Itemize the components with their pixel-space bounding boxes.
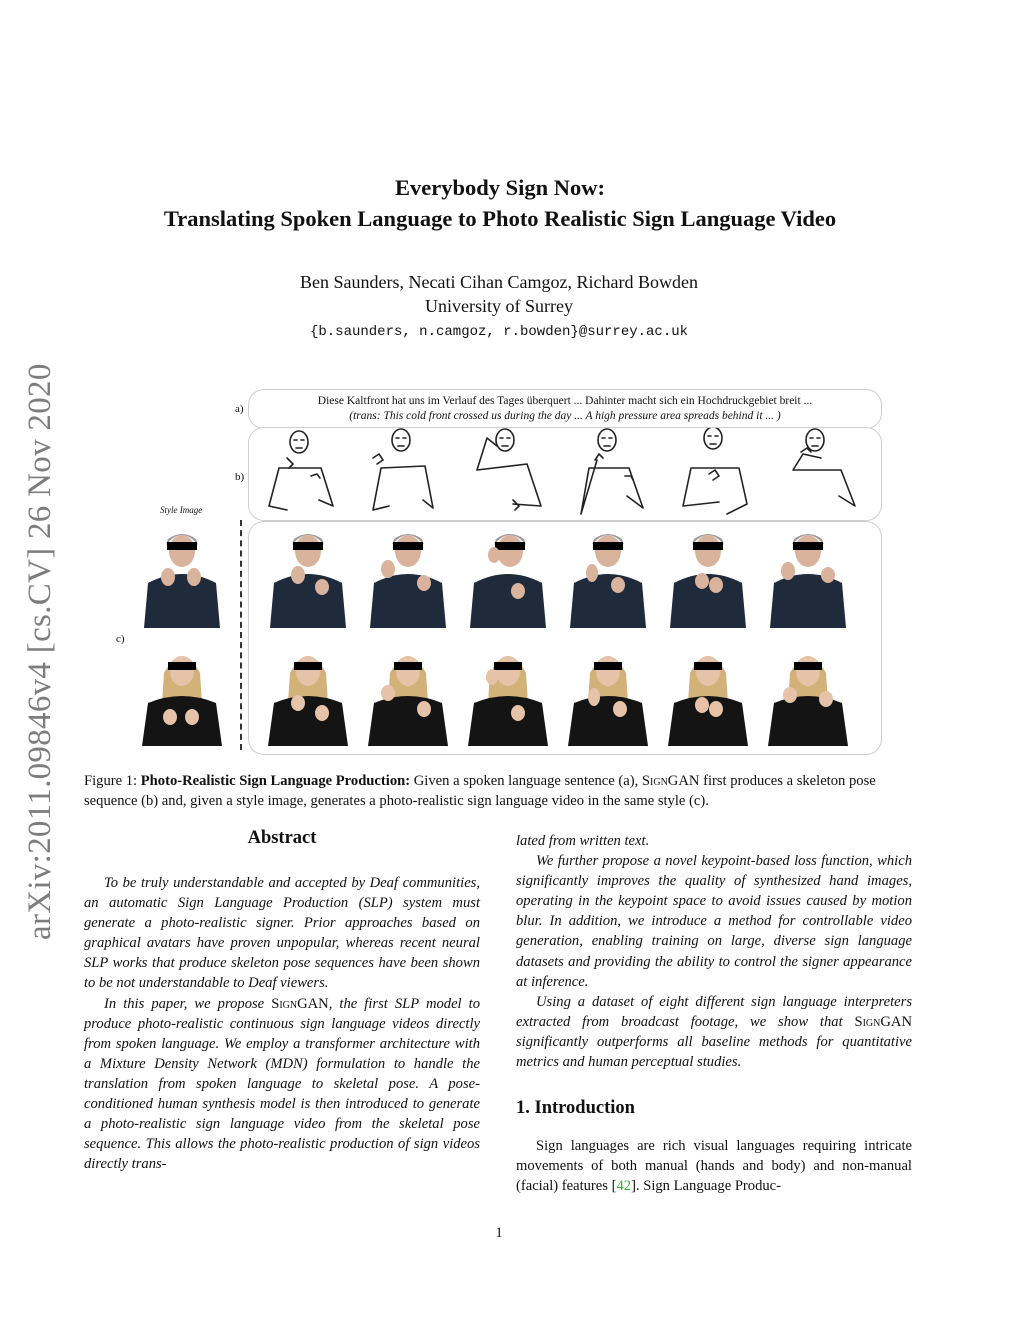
style-image-label: Style Image bbox=[160, 505, 203, 515]
abstract-p4-start: Using a dataset of eight different sign language interpreters extracted from broadcast footage, we show that bbox=[516, 993, 912, 1030]
style-divider bbox=[240, 520, 242, 750]
abstract-paragraph-2 bbox=[84, 994, 480, 1175]
generated-frame-signer-2 bbox=[358, 643, 458, 746]
skeleton-frame-6 bbox=[793, 429, 855, 506]
generated-frame-signer-1 bbox=[358, 525, 458, 628]
style-image-signer-1 bbox=[132, 525, 232, 628]
spoken-sentence-box bbox=[248, 389, 882, 429]
generated-frame-signer-2 bbox=[258, 643, 358, 746]
abstract-paragraph-4 bbox=[516, 992, 912, 1072]
style-image-signer-2 bbox=[132, 643, 232, 746]
title-line-1: Everybody Sign Now: bbox=[394, 175, 606, 200]
abstract-p4-rest: significantly outperforms all baseline methods for quantitative metrics and human perceptual studies. bbox=[516, 1033, 912, 1071]
abstract-p4-signgan: SignGAN bbox=[854, 1013, 912, 1030]
generated-frame-signer-2 bbox=[458, 643, 558, 746]
intro-text-rest: ]. Sign Language Produc- bbox=[631, 1178, 782, 1195]
caption-prefix: Figure 1: bbox=[84, 773, 138, 789]
caption-text-1: Given a spoken language sentence (a), bbox=[413, 773, 639, 789]
arxiv-identifier: arXiv:2011.09846v4 [cs.CV] 26 Nov 2020 bbox=[22, 363, 58, 940]
abstract-p2-rest: , the first SLP model to produce photo-realistic continuous sign language videos directly from spoken language. We employ a transformer architecture with a Mixture Density Network (MDN) formulation to handle the translation from spoken language to skeletal pose. A pose-conditioned human synthesis model is then introduced to generate a photo-realistic sign language video from the skeletal pose sequence. This allows the photo-realistic production of sign videos directly trans- bbox=[84, 995, 481, 1173]
generated-frame-signer-1 bbox=[558, 525, 658, 628]
figure-caption bbox=[84, 771, 914, 811]
skeleton-frame-5 bbox=[683, 428, 747, 514]
generated-frame-signer-2 bbox=[658, 643, 758, 746]
author-emails: {b.saunders, n.camgoz, r.bowden}@surrey.ac.uk bbox=[309, 324, 689, 340]
title-line-2: Translating Spoken Language to Photo Realistic Sign Language Video bbox=[163, 206, 837, 231]
left-column bbox=[84, 826, 480, 1174]
generated-frame-signer-2 bbox=[758, 643, 858, 746]
abstract-paragraph-2-continued: lated from written text. bbox=[516, 833, 650, 849]
introduction-paragraph bbox=[516, 1136, 912, 1196]
abstract-heading: Abstract bbox=[247, 828, 317, 848]
caption-signgan: SignGAN bbox=[641, 773, 700, 789]
skeleton-frame-4 bbox=[581, 429, 643, 514]
intro-text-start: Sign languages are rich visual languages requiring intricate movements of both manual (hands and body) and non-manual (facial) features [ bbox=[516, 1138, 912, 1195]
author-block bbox=[0, 270, 998, 344]
generated-frame-signer-1 bbox=[658, 525, 758, 628]
label-c: c) bbox=[116, 633, 125, 645]
abstract-p2-start: In this paper, we propose bbox=[104, 995, 265, 1012]
skeleton-pose-sequence bbox=[249, 428, 881, 520]
figure-1 bbox=[112, 385, 892, 760]
affiliation: University of Surrey bbox=[425, 296, 573, 316]
caption-bold-title: Photo-Realistic Sign Language Production: bbox=[140, 773, 411, 789]
caption-text-2: first produces a skeleton pose sequence (b) and, given a style image, generates a photo-realistic sign language video in the same style (c). bbox=[84, 773, 876, 809]
right-column bbox=[516, 831, 912, 1196]
label-b: b) bbox=[235, 471, 245, 483]
generated-frame-signer-1 bbox=[758, 525, 858, 628]
translation-text: (trans: This cold front crossed us during the day ... A high pressure area spreads behind it ... ) bbox=[349, 410, 781, 422]
abstract-paragraph-3: We further propose a novel keypoint-based loss function, which significantly improves the quality of synthesized hand images, operating in the keypoint space to avoid issues caused by motion blur. In addition, we introduce a method for controllable video generation, enabling training on large, diverse sign language datasets and providing the ability to control the signer appearance at inference. bbox=[516, 853, 912, 990]
skeleton-frame-1 bbox=[269, 431, 333, 510]
citation-link[interactable]: 42 bbox=[616, 1178, 632, 1195]
author-names: Ben Saunders, Necati Cihan Camgoz, Richard Bowden bbox=[300, 272, 698, 292]
skeleton-sequence-box bbox=[248, 427, 882, 521]
paper-title bbox=[0, 172, 1000, 234]
abstract-p2-signgan: SignGAN bbox=[271, 995, 329, 1012]
generated-frame-signer-2 bbox=[558, 643, 658, 746]
label-a: a) bbox=[235, 403, 244, 415]
german-sentence: Diese Kaltfront hat uns im Verlauf des Tages überquert ... Dahinter macht sich ein Hochdruckgebiet breit ... bbox=[317, 395, 813, 407]
introduction-heading: 1. Introduction bbox=[516, 1098, 635, 1119]
skeleton-frame-3 bbox=[477, 429, 541, 510]
skeleton-frame-2 bbox=[373, 429, 433, 510]
abstract-paragraph-1: To be truly understandable and accepted by Deaf communities, an automatic Sign Language Production (SLP) system must generate a photo-realistic signer. Prior approaches based on graphical avatars have proven unpopular, whereas recent neural SLP works that produce skeleton pose sequences have been shown to be not understandable to Deaf viewers. bbox=[84, 875, 480, 992]
generated-frame-signer-1 bbox=[458, 525, 558, 628]
page-number: 1 bbox=[495, 1225, 503, 1241]
generated-frame-signer-1 bbox=[258, 525, 358, 628]
